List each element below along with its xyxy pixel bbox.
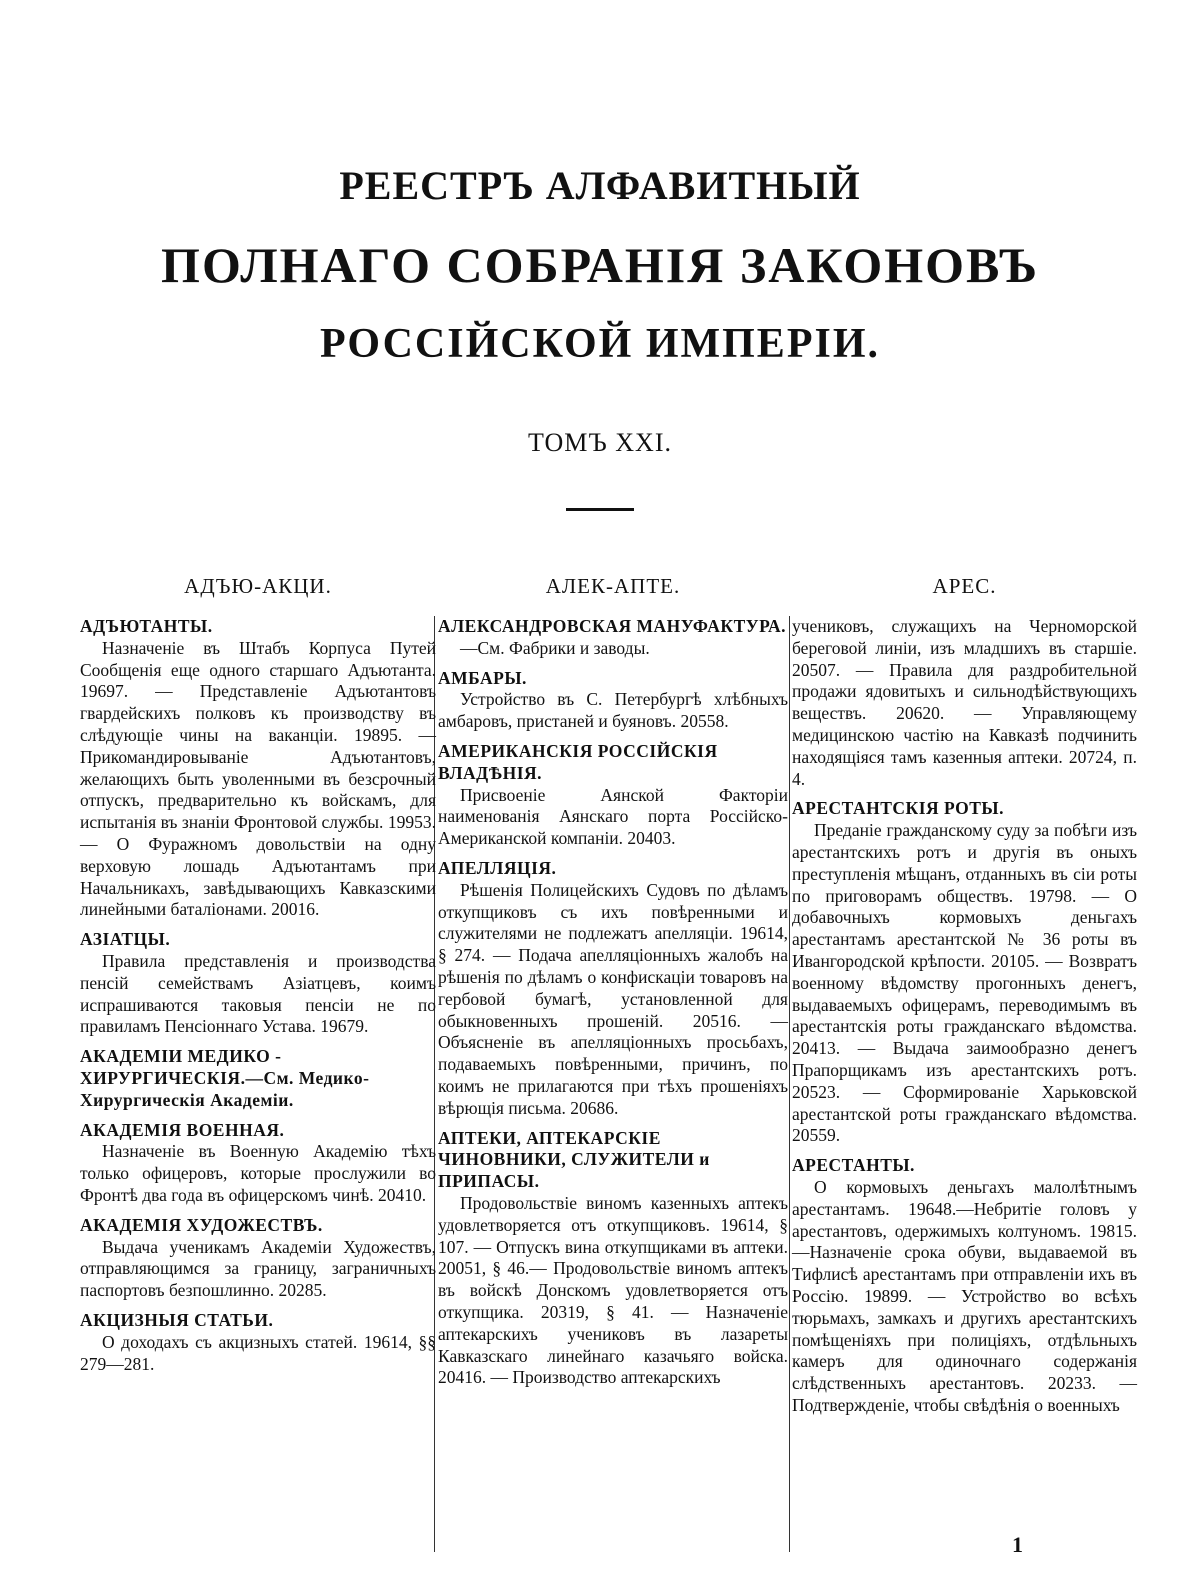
- index-entry: [80, 1046, 436, 1111]
- entry-text: Назначеніе въ Военную Академію тѣхъ только офицеровъ, которые прослужили во Фронтѣ два года въ офицерскомъ чинѣ. 20410.: [80, 1141, 436, 1205]
- entry-text: Устройство въ С. Петербургѣ хлѣбныхъ амбаровъ, пристаней и буяновъ. 20558.: [438, 689, 788, 732]
- column-heading: АЛЕК-АПТЕ.: [545, 574, 681, 598]
- entry-head: АЛЕКСАНДРОВСКАЯ МАНУФАКТУРА.: [438, 616, 787, 636]
- entry-text: Преданіе гражданскому суду за побѣги изъ арестантскихъ ротъ и другія въ оныхъ преступленія мѣщанъ, отданныхъ въ сіи роты по приговорамъ обществъ. 19798. — О добавочныхъ кормовыхъ деньгахъ арестантамъ арестантской № 36 роты въ Ивангородской крѣпости. 20105. — Возвратъ военному вѣдомству прогонныхъ денегъ, выдаваемыхъ офицерамъ, переводимымъ въ арестантскія роты гражданскаго вѣдомства. 20413. — Выдача заимообразно денегъ Прапорщикамъ изъ арестантскихъ ротъ. 20523. — Сформированіе Харьковской арестантской роты гражданскаго вѣдомства. 20559.: [792, 820, 1137, 1146]
- entry-text: Продовольствіе виномъ казенныхъ аптекъ удовлетворяется отъ откупщиковъ. 19614, § 107. — Отпускъ вина откупщиками въ аптеки. 20051, § 46.— Продовольствіе виномъ аптекъ въ войскѣ Донскомъ удовлетворяется отъ откупщика. 20319, § 41. — Назначеніе аптекарскихъ учениковъ въ лазареты Кавказскаго линейнаго казачьяго войска. 20416. — Производство аптекарскихъ: [438, 1192, 788, 1388]
- index-entry: [438, 858, 788, 1120]
- entry-head: АДЪЮТАНТЫ.: [80, 616, 213, 636]
- continued-text: учениковъ, служащихъ на Черноморской береговой линіи, изъ младшихъ въ старшіе. 20507. — Правила для раздробительной продажи ядовитыхъ и сильнодѣйствующихъ веществъ. 20620. — Управляющему медицинскою частію на Кавказѣ подчинить находящіяся тамъ казенныя аптеки. 20724, п. 4.: [792, 616, 1137, 789]
- index-entry: [80, 1120, 436, 1207]
- entry-head: АЗІАТЦЫ.: [80, 929, 171, 950]
- index-entry: [792, 798, 1137, 1147]
- index-entry: [80, 929, 436, 1038]
- entry-text: Назначеніе въ Штабъ Корпуса Путей Сообщенія еще одного старшаго Адъютанта. 19697. — Представленіе Адъютантовъ гвардейскихъ полковъ къ производству въ слѣдующіе чины на ваканціи. 19895. — Прикомандировываніе Адъютантовъ, желающихъ быть уволенными въ безсрочный отпускъ, предварительно къ войскамъ, для испытанія въ знаніи Фронтовой службы. 19953. — О Фуражномъ довольствіи на одну верховую лошадь Адъютантамъ при Начальникахъ, завѣдывающихъ Кавказскими линейными баталіонами. 20016.: [80, 637, 436, 920]
- index-entry: [792, 1155, 1137, 1417]
- index-entry: [438, 616, 788, 660]
- volume-label: ТОМЪ XXI.: [527, 428, 672, 457]
- index-entry: [80, 1215, 436, 1302]
- entry-text: Присвоеніе Аянской Факторіи наименованія Аянскаго порта Россійско-Американской компаніи. 20403.: [438, 784, 788, 849]
- entry-head: АМБАРЫ.: [438, 667, 527, 688]
- entry-text: Рѣшенія Полицейскихъ Судовъ по дѣламъ откупщиковъ съ ихъ повѣренными и служителями не подлежатъ апелляціи. 19614, § 274. — Подача апелляціонныхъ жалобъ на рѣшенія по дѣламъ о конфискаціи товаровъ на гербовой бумагѣ, установленной для обыкновенныхъ прошеній. 20516. — Объясненіе въ апелляціонныхъ просьбахъ, подаваемыхъ повѣренными, причинъ, по коимъ не прилагаются при тѣхъ прошеніяхъ вѣрющія письма. 20686.: [438, 879, 788, 1118]
- title-line-3: РОССІЙСКОЙ ИМПЕРІИ.: [319, 321, 880, 367]
- entry-head: АРЕСТАНТЫ.: [792, 1155, 915, 1176]
- entry-head: АПТЕКИ, АПТЕКАРСКІЕ ЧИНОВНИКИ, СЛУЖИТЕЛИ и ПРИПАСЫ.: [438, 1127, 710, 1192]
- entry-head: АКАДЕМІИ МЕДИКО - ХИРУРГИЧЕСКІЯ.—См. Медико-Хирургическія Академіи.: [80, 1046, 370, 1110]
- entry-head: АКЦИЗНЫЯ СТАТЬИ.: [80, 1309, 274, 1330]
- index-entry: [438, 741, 788, 850]
- column-3: [792, 576, 1137, 1425]
- column-heading: АРЕС.: [932, 574, 997, 598]
- entry-text: Выдача ученикамъ Академіи Художествъ, отправляющимся за границу, заграничныхъ паспортовъ безпошлинно. 20285.: [80, 1236, 436, 1301]
- entry-text: О кормовыхъ деньгахъ малолѣтнымъ арестантамъ. 19648.—Небритіе головъ у арестантовъ, одержимыхъ колтуномъ. 19815.—Назначеніе срока обуви, выдаваемой въ Тифлисѣ арестантамъ при отправленіи ихъ въ Россію. 19899. — Устройство во всѣхъ тюрьмахъ, замкахъ и другихъ арестантскихъ помѣщеніяхъ при полиціяхъ, отдѣльныхъ камеръ для одиночнаго содержанія слѣдственныхъ арестантовъ. 20233. — Подтвержденіе, чтобы свѣдѣнія о военныхъ: [792, 1176, 1137, 1415]
- title-line-1: РЕЕСТРЪ АЛФАВИТНЫЙ: [339, 163, 861, 208]
- entry-text: Правила представленія и производства пенсій семействамъ Азіатцевъ, коимъ испрашиваются таковыя пенсіи не по правиламъ Пенсіоннаго Устава. 19679.: [80, 950, 436, 1037]
- page-number: 1: [1012, 1532, 1023, 1557]
- column-heading: АДЪЮ-АКЦИ.: [184, 574, 332, 598]
- entry-head: АРЕСТАНТСКІЯ РОТЫ.: [792, 798, 1004, 819]
- entry-head: АМЕРИКАНСКІЯ РОССІЙСКІЯ ВЛАДѢНІЯ.: [438, 740, 718, 783]
- title-line-2: ПОЛНАГО СОБРАНІЯ ЗАКОНОВЪ: [161, 237, 1039, 293]
- entry-head: АПЕЛЛЯЦІЯ.: [438, 857, 557, 878]
- entry-text: О доходахъ съ акцизныхъ статей. 19614, §§ 279—281.: [80, 1331, 436, 1374]
- column-1: [80, 576, 436, 1383]
- index-entry: [80, 1310, 436, 1375]
- column-divider: [789, 616, 790, 1552]
- entry-head: АКАДЕМІЯ ХУДОЖЕСТВЪ.: [80, 1214, 323, 1235]
- index-entry: [438, 1128, 788, 1390]
- title-rule: [566, 508, 634, 511]
- column-2: [438, 576, 788, 1397]
- index-entry: [438, 668, 788, 733]
- entry-text: —См. Фабрики и заводы.: [460, 637, 650, 658]
- index-entry: [80, 616, 436, 921]
- entry-head: АКАДЕМІЯ ВОЕННАЯ.: [80, 1119, 285, 1140]
